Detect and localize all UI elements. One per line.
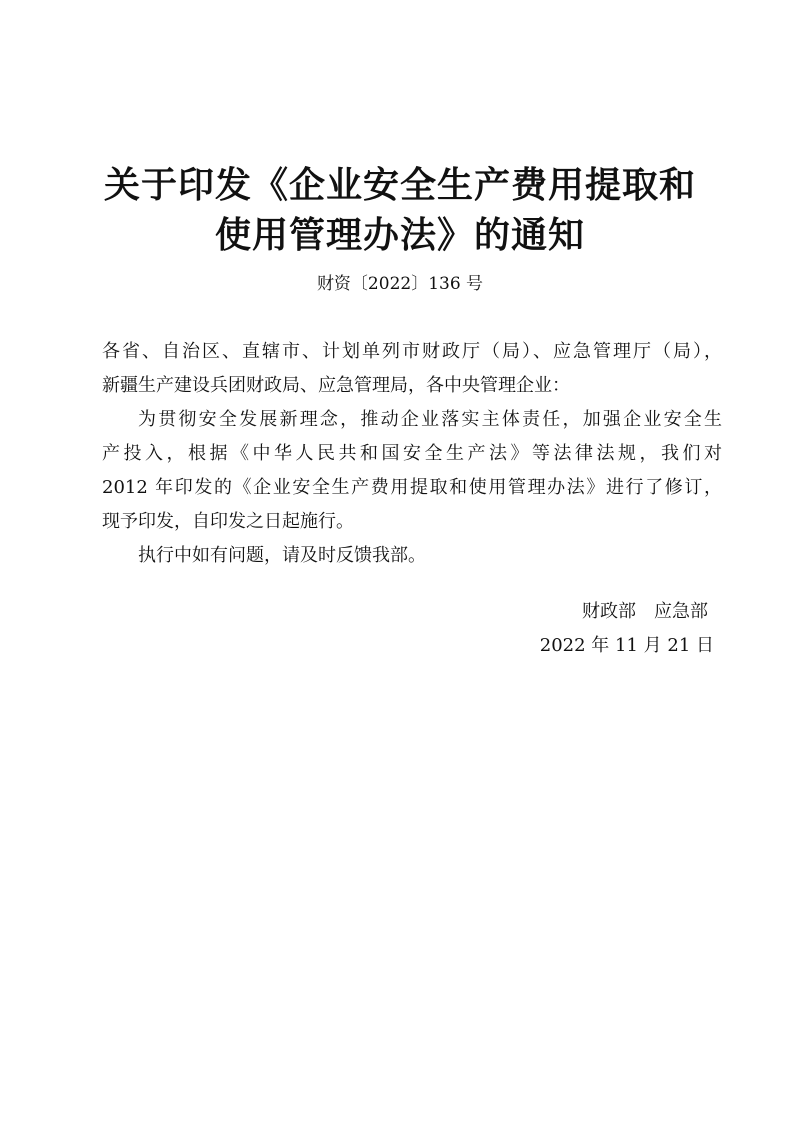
- issuing-authorities: 财政部 应急部: [582, 601, 708, 622]
- document-number: 财资〔2022〕136 号: [316, 274, 484, 294]
- paragraph-1-line-1: 为贯彻安全发展新理念，推动企业落实主体责任，加强企业安全生: [138, 409, 722, 430]
- paragraph-1-line-2: 产投入，根据《中华人民共和国安全生产法》等法律法规，我们对: [102, 443, 722, 464]
- paragraph-2-line-1: 执行中如有问题，请及时反馈我部。: [138, 545, 426, 566]
- paragraph-1-line-4: 现予印发，自印发之日起施行。: [102, 511, 354, 532]
- addressee-line-2: 新疆生产建设兵团财政局、应急管理局，各中央管理企业：: [102, 375, 570, 396]
- paragraph-1-line-3: 2012 年印发的《企业安全生产费用提取和使用管理办法》进行了修订，: [102, 477, 722, 498]
- issue-date: 2022 年 11 月 21 日: [539, 635, 714, 656]
- document-title-line-2: 使用管理办法》的通知: [214, 215, 585, 256]
- document-title-line-1: 关于印发《企业安全生产费用提取和: [103, 165, 696, 206]
- addressee-line-1: 各省、自治区、直辖市、计划单列市财政厅（局）、应急管理厅（局），: [102, 341, 722, 362]
